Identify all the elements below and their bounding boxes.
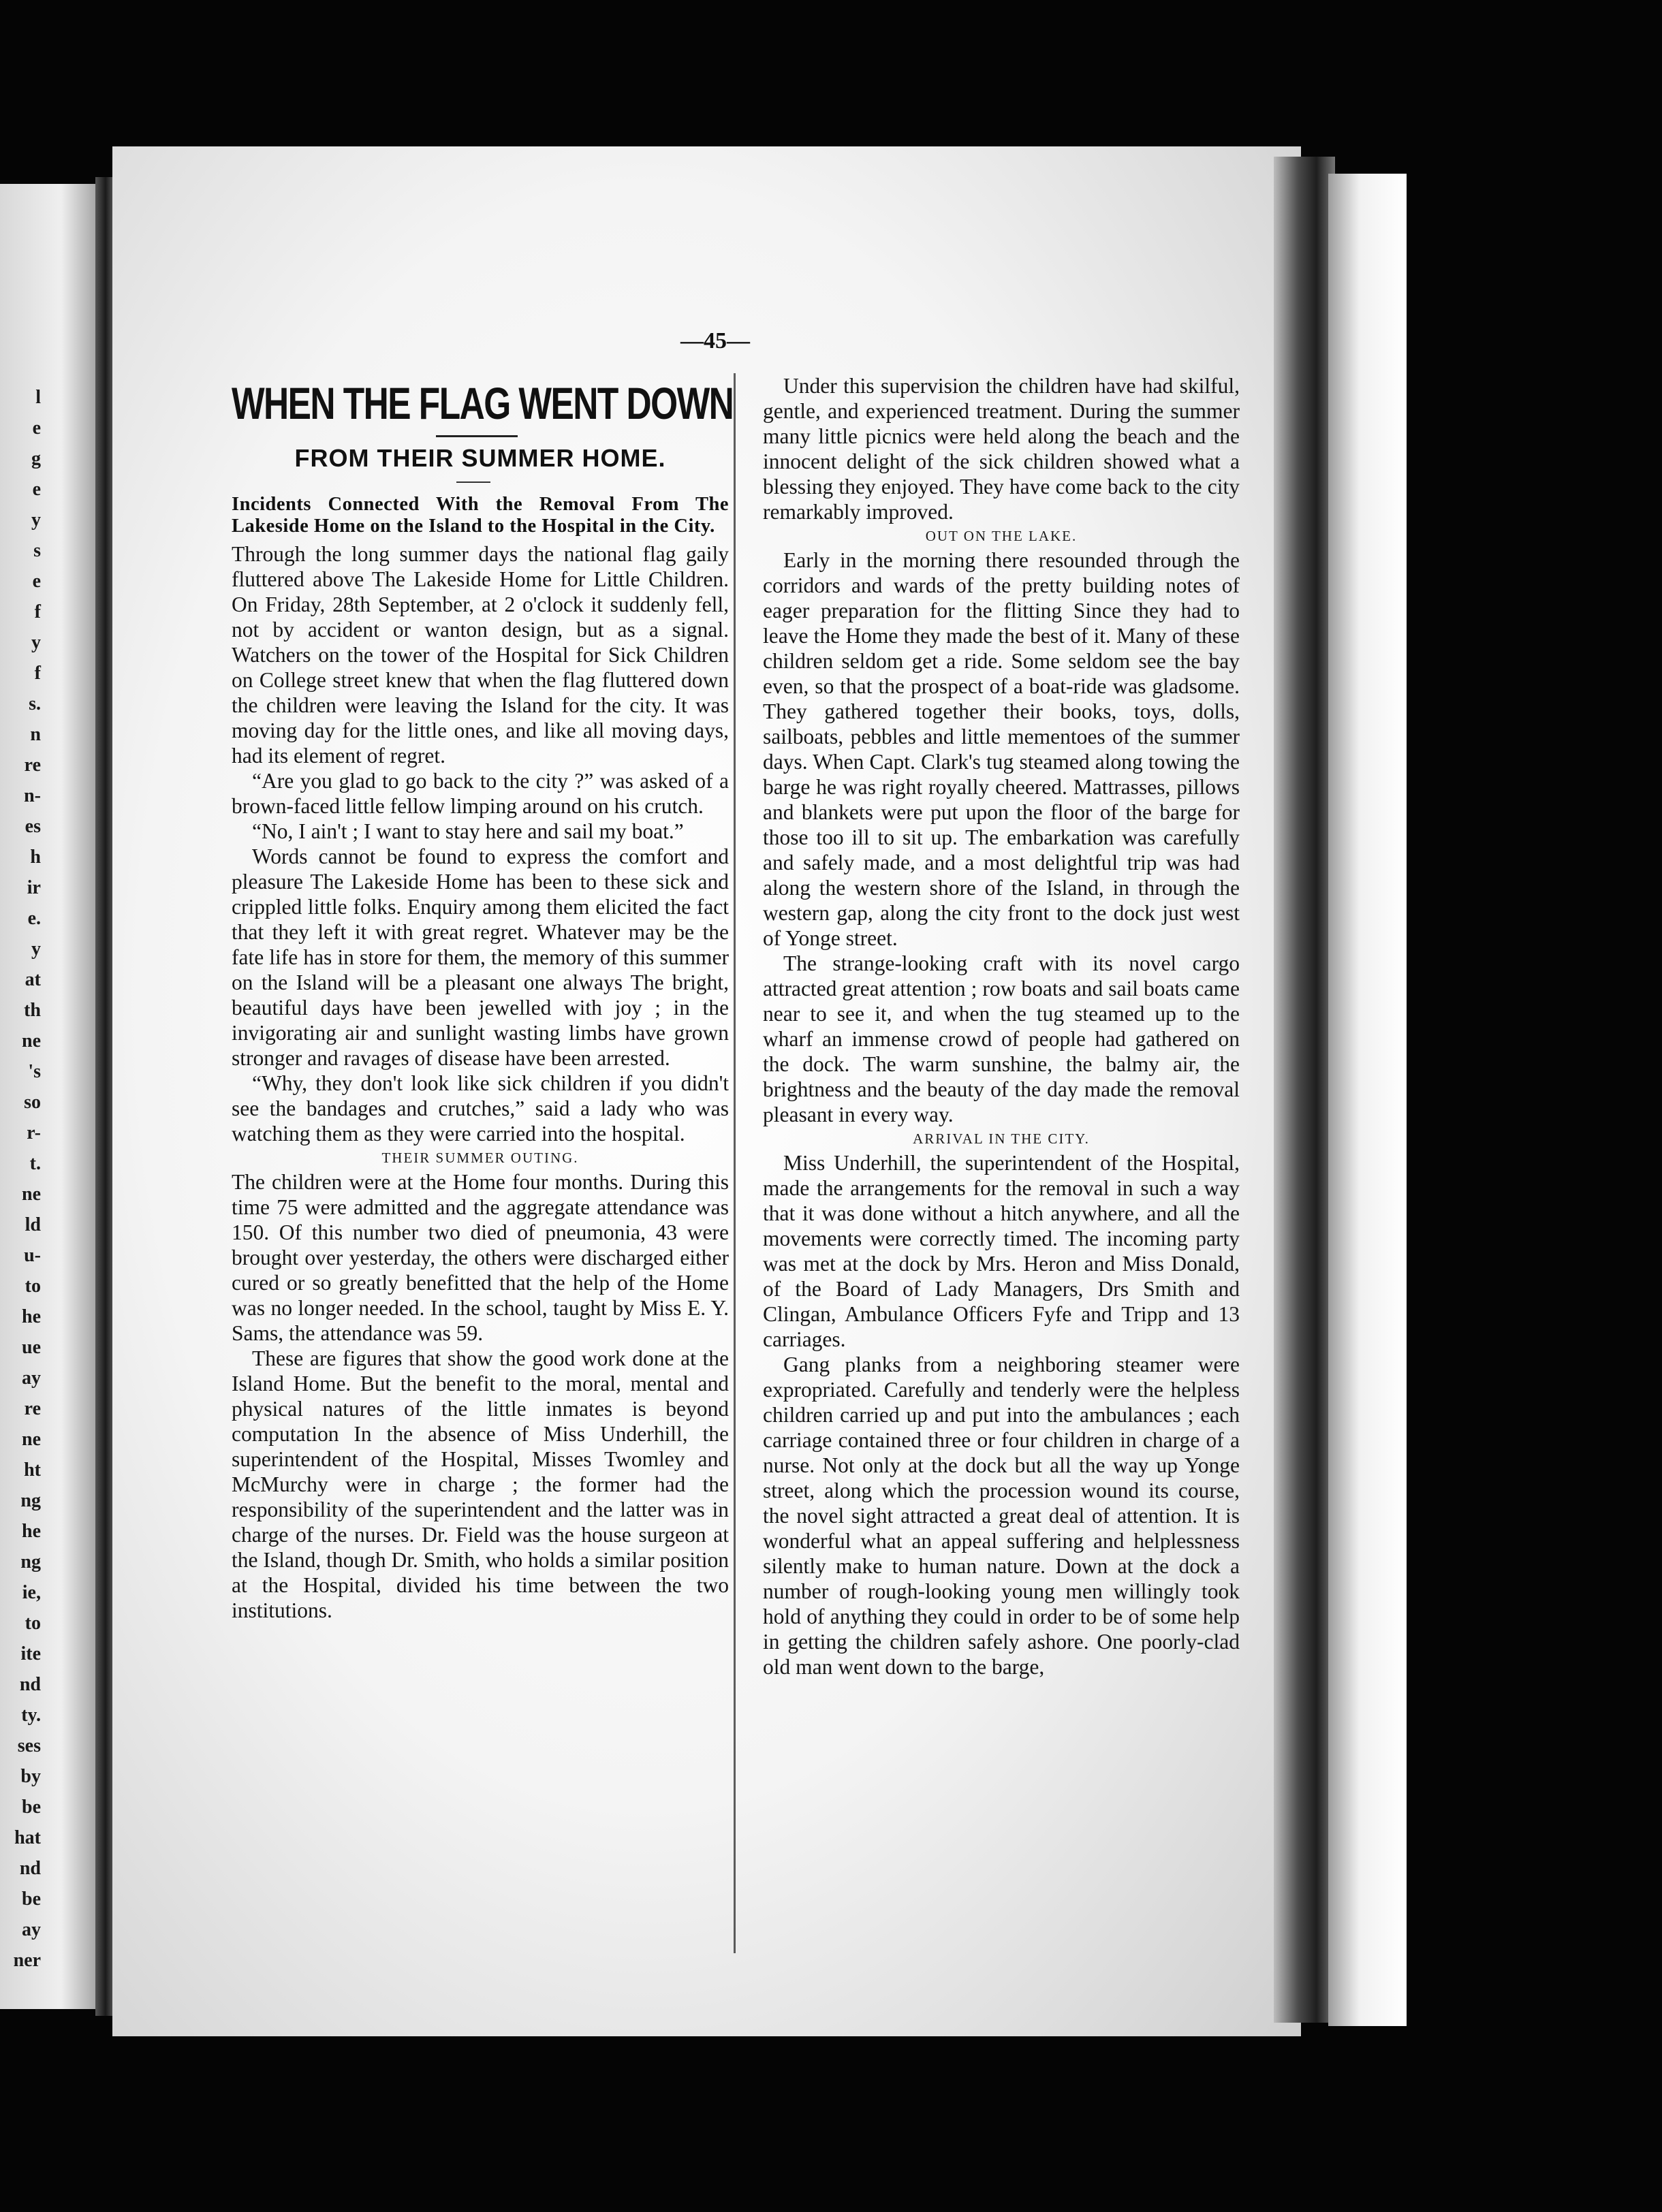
- facing-page-fragment: ite: [20, 1643, 41, 1664]
- facing-page-fragment: ht: [24, 1459, 41, 1481]
- paragraph: Early in the morning there resounded through the corridors and wards of the pretty building notes of eager preparation for the flitting Since they had to leave the Home they made the best of it. Many of these children seldom get a ride. Some seldom see the bay even, so that the prospect of a boat-ride was gladsome. They gathered together their books, toys, dolls, sailboats, pebbles and little mementoes of the summer days. When Capt. Clark's tug steamed along towing the barge he was right royally cheered. Mattrasses, pillows and blankets were put upon the floor of the barge for those too ill to sit up. The embarkation was carefully and safely made, and a most delightful trip was had along the western shore of the Island, in through the western gap, along the city front to the dock just west of Yonge street.: [763, 548, 1240, 950]
- facing-page-fragment: ay: [22, 1919, 41, 1940]
- facing-page-fragment: ue: [22, 1337, 41, 1358]
- facing-page-fragment: ne: [22, 1030, 41, 1052]
- facing-page-fragment: n-: [24, 785, 41, 806]
- facing-page-fragment: l: [35, 387, 41, 408]
- facing-page-fragment: th: [24, 1000, 41, 1021]
- right-column: [763, 373, 1240, 1679]
- column-divider: [734, 373, 736, 1953]
- facing-page-fragment: s: [33, 540, 41, 561]
- facing-page-fragment: y: [31, 938, 41, 960]
- facing-page-fragment: e: [32, 571, 41, 592]
- facing-page-fragment: by: [20, 1766, 41, 1787]
- facing-page-fragment: so: [24, 1092, 41, 1113]
- facing-page-fragment: y: [31, 632, 41, 653]
- section-heading-arrival-in-city: ARRIVAL IN THE CITY.: [913, 1131, 1090, 1147]
- facing-page-fragment: r-: [27, 1122, 41, 1143]
- paragraph: “Are you glad to go back to the city ?” was asked of a brown-faced little fellow limping around on his crutch.: [232, 769, 729, 818]
- facing-page-fragment: nd: [19, 1858, 41, 1879]
- facing-page-fragment: at: [25, 969, 41, 990]
- paragraph: Words cannot be found to express the comfort and pleasure The Lakeside Home has been to these sick and crippled little folks. Enquiry among them elicited the fact that they left it with great regret. Whatever may be the fate life has in store for them, the memory of this summer on the Island will be a pleasant one always The bright, beautiful days have been jewelled with joy ; in the invigorating air and sunlight wasting limbs have grown stronger and ravages of disease have been arrested.: [232, 844, 729, 1070]
- facing-page-fragment: he: [22, 1306, 41, 1327]
- deck-rule: [456, 481, 490, 483]
- facing-page-fragment: ne: [22, 1429, 41, 1450]
- facing-page-fragment: to: [25, 1276, 41, 1297]
- paragraph: The strange-looking craft with its novel cargo attracted great attention ; row boats and sail boats came near to see it, and when the tug steamed up to the wharf an immense crowd of people had gathered on the dock. The warm sunshine, the balmy air, the brightness and the beauty of the day made the removal pleasant in every way.: [763, 951, 1240, 1126]
- facing-page-fragment: ner: [13, 1950, 41, 1971]
- facing-page-fragment: ie,: [22, 1582, 41, 1603]
- page-number: —45—: [680, 328, 750, 353]
- facing-page-fragment: to: [25, 1613, 41, 1634]
- facing-page-fragment: g: [31, 448, 41, 469]
- facing-page-fragment: ng: [20, 1490, 41, 1511]
- facing-page-fragment: h: [30, 847, 41, 868]
- paragraph: These are figures that show the good work done at the Island Home. But the benefit to the moral, mental and physical natures of the little inmates is beyond computation In the absence of Miss Underhill, the superintendent of the Hospital, Misses Twomley and McMurchy were in charge ; the former had the responsibility of the superintendent and the latter was in charge of the nurses. Dr. Field was the house surgeon at the Island, though Dr. Smith, who holds a similar position at the Hospital, divided his time between the two institutions.: [232, 1346, 729, 1622]
- section-heading-out-on-lake: OUT ON THE LAKE.: [925, 528, 1078, 544]
- article-headline: WHEN THE FLAG WENT DOWN: [232, 378, 734, 428]
- facing-page-fragment: ay: [22, 1368, 41, 1389]
- paragraph: Miss Underhill, the superintendent of the Hospital, made the arrangements for the removal in such a way that it was done without a hitch anywhere, and all the movements were correctly timed. The incoming party was met at the dock by Mrs. Heron and Miss Donald, of the Board of Lady Managers, Drs Smith and Clingan, Ambulance Officers Fyfe and Tripp and 13 carriages.: [763, 1151, 1240, 1351]
- facing-page-fragment: f: [34, 663, 41, 684]
- facing-page-fragment: hat: [14, 1827, 41, 1848]
- facing-page-fragment: ses: [17, 1735, 41, 1756]
- facing-page-fragment: ir: [27, 877, 41, 898]
- paragraph: Through the long summer days the national flag gaily fluttered above The Lakeside Home for Little Children. On Friday, 28th September, at 2 o'clock it suddenly fell, not by accident or wanton design, but as a signal. Watchers on the tower of the Hospital for Sick Children on College street knew that when the flag fluttered down the children were leaving the Island for the city. It was moving day for the little ones, and like all moving days, had its element of regret.: [232, 542, 729, 768]
- paragraph: The children were at the Home four months. During this time 75 were admitted and the aggregate attendance was 150. Of this number two died of pneumonia, 43 were brought over yesterday, the others were discharged either cured or so greatly benefitted that the help of the Home was no longer needed. In the school, taught by Miss E. Y. Sams, the attendance was 59.: [232, 1170, 729, 1345]
- facing-page-fragment: u-: [24, 1245, 41, 1266]
- facing-page-fragment: nd: [19, 1674, 41, 1695]
- section-heading-summer-outing: THEIR SUMMER OUTING.: [381, 1150, 579, 1166]
- headline-rule: [436, 435, 518, 437]
- paragraph: Gang planks from a neighboring steamer were expropriated. Carefully and tenderly were the helpless children carried up and put into the ambulances ; each carriage contained three or four children in charge of a nurse. Not only at the dock but all the way up Yonge street, along which the procession wound its course, the novel sight attracted a great deal of attention. It is wonderful what an appeal suffering and helplessness silently make to human nature. Down at the dock a number of rough-looking young men willingly took hold of anything they could in order to be of some help in getting the children safely ashore. One poorly-clad old man went down to the barge,: [763, 1353, 1240, 1679]
- paragraph: “No, I ain't ; I want to stay here and sail my boat.”: [252, 819, 684, 843]
- facing-page-fragment: he: [22, 1521, 41, 1542]
- page-stack-edge: [1274, 157, 1335, 2023]
- facing-page-fragment: re: [24, 755, 41, 776]
- facing-page-fragment: be: [22, 1889, 41, 1910]
- facing-page-fragment: f: [34, 601, 41, 622]
- article-subhead: FROM THEIR SUMMER HOME.: [294, 444, 666, 472]
- facing-page-fragment: s.: [29, 693, 41, 714]
- facing-page-fragment: 's: [28, 1061, 41, 1082]
- facing-page-fragment: ld: [25, 1214, 41, 1235]
- facing-page-fragment: ne: [22, 1184, 41, 1205]
- facing-page-fragment: es: [25, 816, 41, 837]
- facing-page-fragment: e: [32, 417, 41, 439]
- article-deck: Incidents Connected With the Removal From The Lakeside Home on the Island to the Hospital in the City.: [232, 494, 729, 537]
- left-column: [232, 378, 734, 1623]
- facing-page-fragment: e.: [27, 908, 41, 929]
- facing-page-fragment: be: [22, 1797, 41, 1818]
- facing-page-fragment: e: [32, 479, 41, 500]
- paragraph: “Why, they don't look like sick children if you didn't see the bandages and crutches,” said a lady who was watching them as they were carried into the hospital.: [232, 1071, 729, 1146]
- facing-page-fragment: ty.: [21, 1705, 41, 1726]
- facing-page-fragment: ng: [20, 1551, 41, 1573]
- back-cover-board: [1328, 174, 1407, 2026]
- paragraph: Under this supervision the children have had skilful, gentle, and experienced treatment. During the summer many little picnics were held along the beach and the innocent delight of the sick children showed what a blessing they enjoyed. They have come back to the city remarkably improved.: [763, 374, 1240, 524]
- facing-page-fragment: n: [30, 724, 41, 745]
- facing-page-fragment: re: [24, 1398, 41, 1419]
- facing-page-fragment: t.: [29, 1153, 41, 1174]
- facing-page-edge: [0, 184, 102, 2009]
- facing-page-fragment: y: [31, 509, 41, 531]
